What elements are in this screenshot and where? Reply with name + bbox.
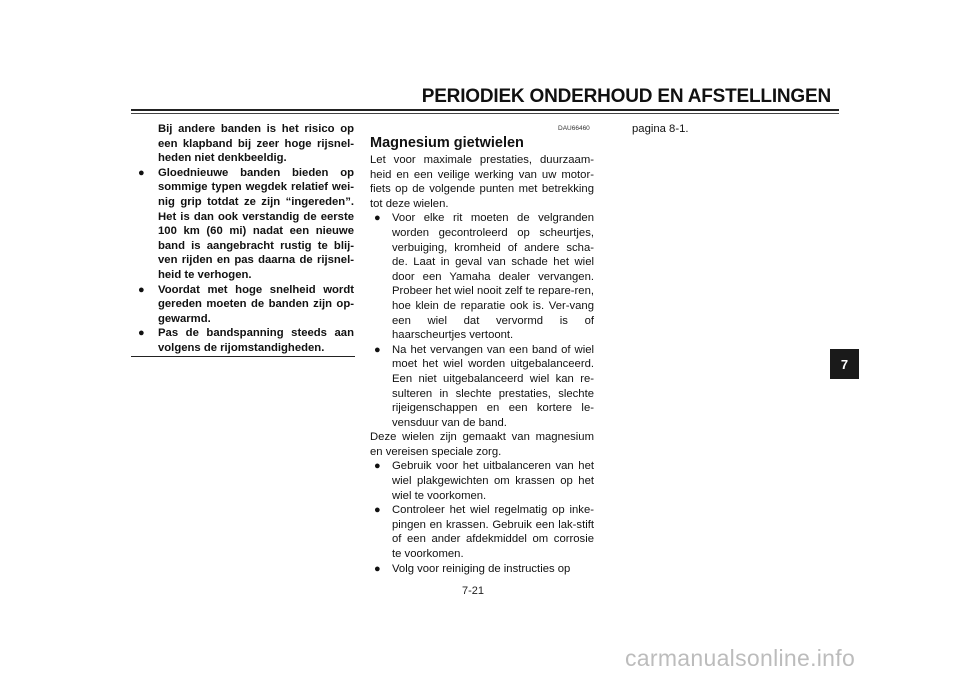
middle-bullet-text: Gebruik voor het uitbalanceren van het wiel plakgewichten om krassen op het wiel te voorkomen.	[392, 460, 594, 502]
middle-bullet-item	[370, 343, 594, 431]
bullet-icon: ●	[374, 562, 381, 575]
bullet-icon: ●	[138, 166, 145, 179]
chapter-tab: 7	[830, 349, 859, 379]
page-header-title: PERIODIEK ONDERHOUD EN AFSTELLINGEN	[421, 86, 831, 107]
middle-column-body	[370, 153, 594, 576]
left-bullet-text: Pas de bandspanning steeds aan volgens de rijomstandigheden.	[158, 327, 354, 354]
middle-bullet-text: Controleer het wiel regelmatig op inke-pingen en krassen. Gebruik een lak-stift of een ander afdekmiddel om corrosie te voorkomen.	[392, 504, 594, 561]
left-bullet-text: Gloednieuwe banden bieden op sommige typen wegdek relatief wei-nig grip totdat ze zijn “ingereden”. Het is dan ook verstandig de eerste 100 km (60 mi) nadat een nieuwe band is aangebracht rustig te blij-ven rijden en pas daarna de rijsnel-heid te verhogen.	[158, 166, 354, 281]
middle-bullet-item	[370, 503, 594, 561]
middle-paragraph: Deze wielen zijn gemaakt van magnesium en vereisen speciale zorg.	[370, 431, 594, 458]
bullet-icon: ●	[374, 212, 381, 225]
bullet-icon: ●	[374, 504, 381, 517]
middle-bullet-item	[370, 211, 594, 342]
header-rule	[131, 109, 839, 111]
bullet-icon: ●	[138, 283, 145, 296]
middle-bullet-text: Na het vervangen van een band of wiel moet het wiel worden uitgebalanceerd. Een niet uitgebalanceerd wiel kan re-sulteren in slechte prestaties, slechte rijeigenschappen en een kortere le-vensduur van de band.	[392, 343, 594, 429]
left-bullet-item	[132, 283, 354, 327]
left-bullet-item	[132, 326, 354, 355]
right-column-text: pagina 8-1.	[632, 123, 689, 135]
section-title: Magnesium gietwielen	[370, 135, 524, 151]
document-code: DAU66460	[558, 125, 590, 132]
middle-bullet-item	[370, 562, 594, 577]
left-bullet-text: Voordat met hoge snelheid wordt gereden moeten de banden zijn op-gewarmd.	[158, 283, 354, 325]
left-intro-text: Bij andere banden is het risico op een klapband bij zeer hoge rijsnel-heden niet denkbeeldig.	[158, 123, 354, 165]
header-rule-thin	[131, 113, 839, 114]
page-number: 7-21	[462, 585, 485, 597]
middle-bullet-item	[370, 459, 594, 503]
middle-bullet-text: Voor elke rit moeten de velgranden worden gecontroleerd op scheurtjes, verbuiging, kromheid of andere scha-de. Laat in geval van schade het wiel door een Yamaha dealer vervangen. Probeer het wiel nooit zelf te repare-ren, hoe klein de reparatie ook is. Ver-vang een wiel dat vervormd is of haarscheurtjes vertoont.	[392, 212, 594, 342]
watermark: carmanualsonline.info	[625, 645, 856, 671]
bullet-icon: ●	[374, 343, 381, 356]
middle-intro-text: Let voor maximale prestaties, duurzaam-heid en een veilige werking van uw motor-fiets op de volgende punten met betrekking tot deze wielen.	[370, 154, 594, 210]
left-column	[132, 122, 354, 356]
left-bullet-item	[132, 166, 354, 283]
left-column-end-rule	[131, 356, 355, 357]
bullet-icon: ●	[138, 327, 145, 340]
middle-bullet-text: Volg voor reiniging de instructies op	[392, 562, 571, 575]
bullet-icon: ●	[374, 460, 381, 473]
right-column	[632, 122, 792, 137]
